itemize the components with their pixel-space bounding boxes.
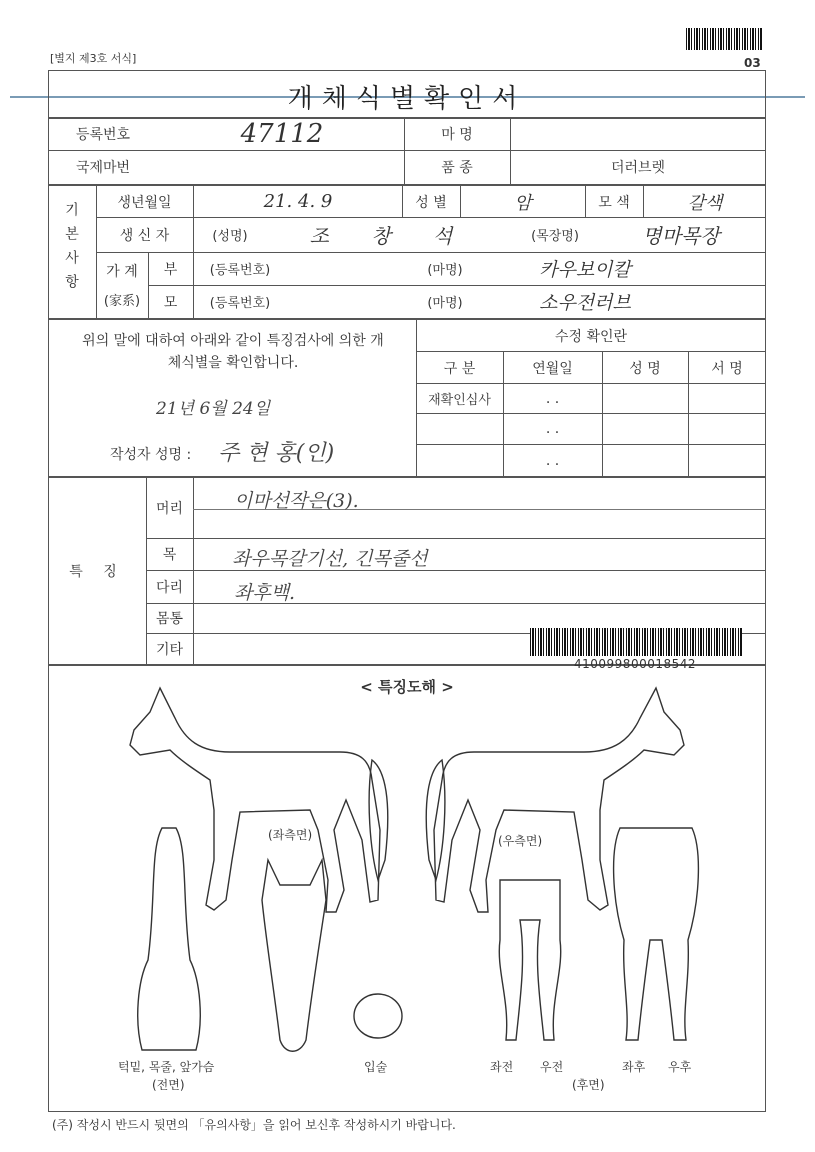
features-section-label: 특 징 xyxy=(69,564,125,580)
front-neck-view xyxy=(138,828,201,1050)
hind-left-label: 좌후 xyxy=(622,1060,646,1074)
hind-right-label: 우후 xyxy=(668,1060,692,1074)
dam-horse-tag: (마명) xyxy=(427,296,463,311)
barcode-number: 410099800018542 xyxy=(574,657,697,671)
diagram-title: < 특징도해 > xyxy=(360,678,454,696)
revision-row-date: . . xyxy=(545,452,560,469)
birth-label: 생년월일 xyxy=(117,194,172,211)
horse-name-label: 마 명 xyxy=(441,126,473,143)
breed-label: 품 종 xyxy=(441,160,473,176)
feature-label-legs: 다리 xyxy=(155,579,184,596)
feature-label-neck: 목 xyxy=(162,547,177,563)
reg-no-value: 47112 xyxy=(240,118,324,149)
head-front-view xyxy=(262,860,326,1051)
left-side-horse xyxy=(130,688,380,912)
producer-name-tag: (성명) xyxy=(212,229,248,244)
right-side-horse xyxy=(434,688,684,912)
dam-value: 소우전러브 xyxy=(539,292,631,314)
producer-value: 조 창 석 xyxy=(309,224,471,248)
feature-label-other: 기타 xyxy=(155,641,184,658)
farm-tag: (목장명) xyxy=(531,229,579,244)
left-side-label: (좌측면) xyxy=(268,828,313,842)
breed-value: 더러브렛 xyxy=(610,160,666,176)
feature-label-body: 몸통 xyxy=(155,611,184,627)
feature-label-head: 머리 xyxy=(155,501,184,517)
birth-value: 21. 4. 9 xyxy=(263,191,333,212)
revision-title: 수정 확인란 xyxy=(554,328,628,345)
sex-label: 성 별 xyxy=(415,194,447,211)
front-label: (전면) xyxy=(152,1078,185,1092)
footer-note: (주) 작성시 반드시 뒷면의 「유의사항」을 읽어 보신후 작성하시기 바랍니다. xyxy=(52,1118,456,1132)
rear-label: (후면) xyxy=(572,1078,605,1092)
document-title: 개체식별확인서 xyxy=(287,84,527,114)
feature-value-head: 이마선작은(3). xyxy=(234,490,359,512)
front-legs-view xyxy=(499,880,560,1040)
revision-header-sign: 서 명 xyxy=(711,360,743,377)
revision-row-date: . . xyxy=(545,390,560,407)
producer-label: 생 신 자 xyxy=(119,227,170,244)
front-right-label: 우전 xyxy=(540,1060,564,1074)
dam-label: 모 xyxy=(163,294,178,311)
basic-section-label: 기본사항 xyxy=(63,202,79,298)
color-label: 모 색 xyxy=(598,194,630,211)
revision-header-type: 구 분 xyxy=(443,360,476,377)
right-side-label: (우측면) xyxy=(498,834,543,848)
revision-header-date: 연월일 xyxy=(532,360,573,377)
sex-value: 암 xyxy=(514,192,532,214)
confirm-statement: 위의 말에 대하여 아래와 같이 특징검사에 의한 개체식별을 확인합니다. xyxy=(82,333,384,371)
feature-value-neck: 좌우목갈기선, 긴목줄선 xyxy=(232,548,428,570)
family-label: 가 계 xyxy=(106,264,138,280)
page-number: 03 xyxy=(744,56,761,70)
front-left-label: 좌전 xyxy=(490,1060,514,1074)
writer-value: 주 현 홍(인) xyxy=(218,441,335,466)
color-value: 갈색 xyxy=(687,192,723,214)
intl-no-label: 국제마번 xyxy=(75,160,131,176)
family-hanja: (家系) xyxy=(103,293,141,309)
lips-view xyxy=(354,994,402,1038)
farm-value: 명마목장 xyxy=(642,224,720,248)
feature-value-legs: 좌후백. xyxy=(234,582,296,604)
reg-no-label: 등록번호 xyxy=(75,126,131,143)
sire-value: 카우보이칼 xyxy=(539,259,631,281)
sire-reg-tag: (등록번호) xyxy=(209,263,271,278)
form-label: [별지 제3호 서식] xyxy=(50,52,137,65)
writer-label: 작성자 성명 : xyxy=(110,447,192,463)
hind-view xyxy=(614,828,699,1040)
dam-reg-tag: (등록번호) xyxy=(209,296,271,311)
revision-row-type: 재확인심사 xyxy=(428,393,491,408)
revision-row-date: . . xyxy=(545,421,560,437)
confirm-date: 21년 6월 24일 xyxy=(156,399,271,419)
sire-label: 부 xyxy=(163,261,178,278)
lip-label: 입술 xyxy=(364,1060,388,1074)
revision-header-name: 성 명 xyxy=(629,360,661,377)
front-caption: 턱밑, 목줄, 앞가슴 xyxy=(118,1060,215,1074)
sire-horse-tag: (마명) xyxy=(427,263,463,278)
